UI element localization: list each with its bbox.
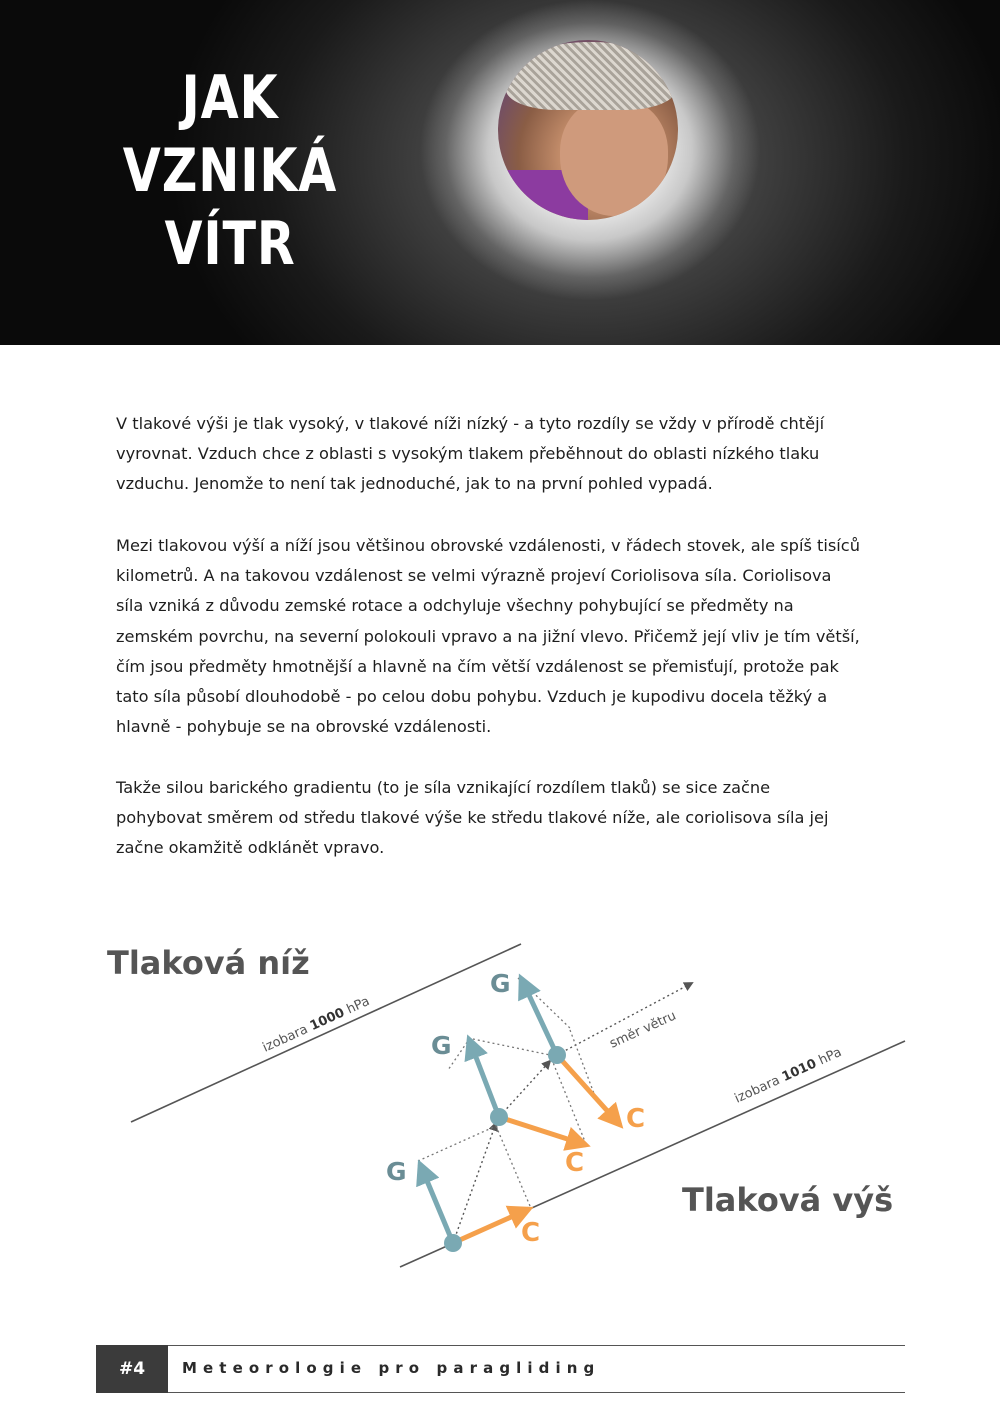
coriolis-arrow	[557, 1055, 620, 1125]
paragraph-line: kilometrů. A na takovou vzdálenost se velmi výrazně projeví Coriolisova síla. Coriolisova	[116, 566, 832, 586]
coriolis-arrow	[499, 1117, 586, 1145]
paragraph-line: začne okamžitě odklánět vpravo.	[116, 838, 385, 858]
gradient-arrow	[420, 1164, 453, 1243]
coriolis-arrow	[453, 1209, 529, 1243]
paragraph-line: síla vzniká z důvodu zemské rotace a odchyluje všechny pohybující se předměty na	[116, 596, 794, 616]
high-pressure-label: Tlaková výš	[682, 1181, 894, 1219]
air-parcel-dot	[444, 1234, 462, 1252]
coriolis-label: C	[626, 1104, 646, 1134]
gradient-label: G	[490, 969, 511, 998]
isobar-1000-label: izobara 1000 hPa	[260, 993, 373, 1056]
low-pressure-label: Tlaková níž	[107, 944, 310, 982]
gradient-label: G	[431, 1031, 452, 1060]
paragraph-line: tato síla působí dlouhodobě - po celou dobu pohybu. Vzduch je kupodivu docela těžký a	[116, 687, 828, 707]
title-line-1: JAK	[181, 63, 279, 133]
wind-direction-segment	[500, 1061, 550, 1116]
portrait-face	[560, 98, 668, 216]
paragraph-line: V tlakové výši je tlak vysoký, v tlakové níži nízký - a tyto rozdíly se vždy v přírodě chtějí	[116, 414, 825, 433]
paragraph-line: zemském povrchu, na severní polokouli vpravo a na jižní vlevo. Přičemž její vliv je tím větší,	[116, 626, 860, 646]
paragraph-3	[116, 773, 916, 864]
wind-diagram	[0, 900, 1000, 1300]
portrait-cap	[506, 42, 676, 110]
paragraph-line: čím jsou předměty hmotnější a hlavně na čím větší vzdálenost se přemisťují, protože pak	[116, 656, 839, 676]
paragraph-line: vyrovnat. Vzduch chce z oblasti s vysokým tlakem přeběhnout do oblasti nízkého tlaku	[116, 444, 820, 464]
air-parcel-dot	[490, 1108, 508, 1126]
footer-title: Meteorologie pro paragliding	[182, 1359, 601, 1377]
coriolis-label: C	[565, 1148, 585, 1178]
portrait-photo	[498, 40, 678, 220]
paragraph-1	[116, 409, 916, 500]
wind-direction-label: směr větru	[607, 1008, 679, 1052]
paragraph-line: Takže silou barického gradientu (to je síla vznikající rozdílem tlaků) se sice začne	[116, 778, 771, 797]
gradient-arrow	[469, 1039, 499, 1117]
paragraph-2	[116, 531, 916, 742]
paragraph-line: pohybovat směrem od středu tlakové výše ke středu tlakové níže, ale coriolisova síla jej	[116, 808, 829, 828]
title-line-3: VÍTR	[164, 209, 296, 279]
page-title	[107, 62, 353, 281]
gradient-label: G	[386, 1157, 407, 1186]
coriolis-label: C	[521, 1218, 541, 1248]
gradient-arrow	[521, 978, 557, 1055]
air-parcel-dot	[548, 1046, 566, 1064]
paragraph-line: hlavně - pohybuje se na obrovské vzdálenosti.	[116, 717, 492, 737]
hero-banner	[0, 0, 1000, 345]
isobar-1010-label: izobara 1010 hPa	[732, 1044, 845, 1107]
title-line-2: VZNIKÁ	[122, 136, 338, 206]
page-number: #4	[96, 1345, 168, 1393]
paragraph-line: vzduchu. Jenomže to není tak jednoduché, jak to na první pohled vypadá.	[116, 474, 713, 494]
paragraph-line: Mezi tlakovou výší a níží jsou většinou obrovské vzdálenosti, v řádech stovek, ale spíš tisíců	[116, 536, 860, 555]
